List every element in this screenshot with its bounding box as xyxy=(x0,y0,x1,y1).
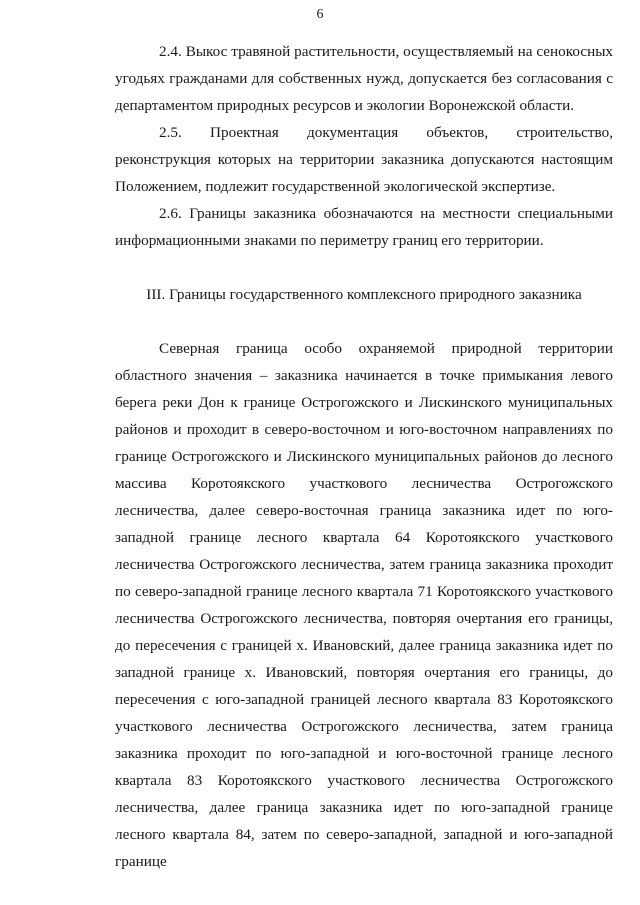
paragraph-2-4: 2.4. Выкос травяной растительности, осуществляемый на сенокосных угодьях гражданами для собственных нужд, допускается без согласования с департаментом природных ресурсов и экологии Воронежской области. xyxy=(115,43,613,114)
page-number: 6 xyxy=(316,7,324,22)
paragraph-2-6: 2.6. Границы заказника обозначаются на местности специальными информационными знаками по периметру границ его территории. xyxy=(115,205,613,249)
document-body xyxy=(115,38,613,875)
paragraph-2-5: 2.5. Проектная документация объектов, строительство, реконструкция которых на территории заказника допускаются настоящим Положением, подлежит государственной экологической экспертизе. xyxy=(115,124,613,195)
paragraph-northern-boundary: Северная граница особо охраняемой природной территории областного значения – заказника начинается в точке примыкания левого берега реки Дон к границе Острогожского и Лискинского муниципальных районов и проходит в северо-восточном и юго-восточном направлениях по границе Острогожского и Лискинского муниципальных районов до лесного массива Коротоякского участкового лесничества Острогожского лесничества, далее северо-восточная граница заказника идет по юго-западной границе лесного квартала 64 Коротоякского участкового лесничества Острогожского лесничества, затем граница заказника проходит по северо-западной границе лесного квартала 71 Коротоякского участкового лесничества Острогожского лесничества, повторяя очертания его границы, до пересечения с границей х. Ивановский, далее граница заказника идет по западной границе х. Ивановский, повторяя очертания его границы, до пересечения с юго-западной границей лесного квартала 83 Коротоякского участкового лесничества Острогожского лесничества, затем граница заказника проходит по юго-западной и юго-восточной границе лесного квартала 83 Коротоякского участкового лесничества Острогожского лесничества, далее граница заказника идет по юго-западной границе лесного квартала 84, затем по северо-западной, западной и юго-западной границе xyxy=(115,340,613,870)
section-title: III. Границы государственного комплексного природного заказника xyxy=(146,286,582,303)
